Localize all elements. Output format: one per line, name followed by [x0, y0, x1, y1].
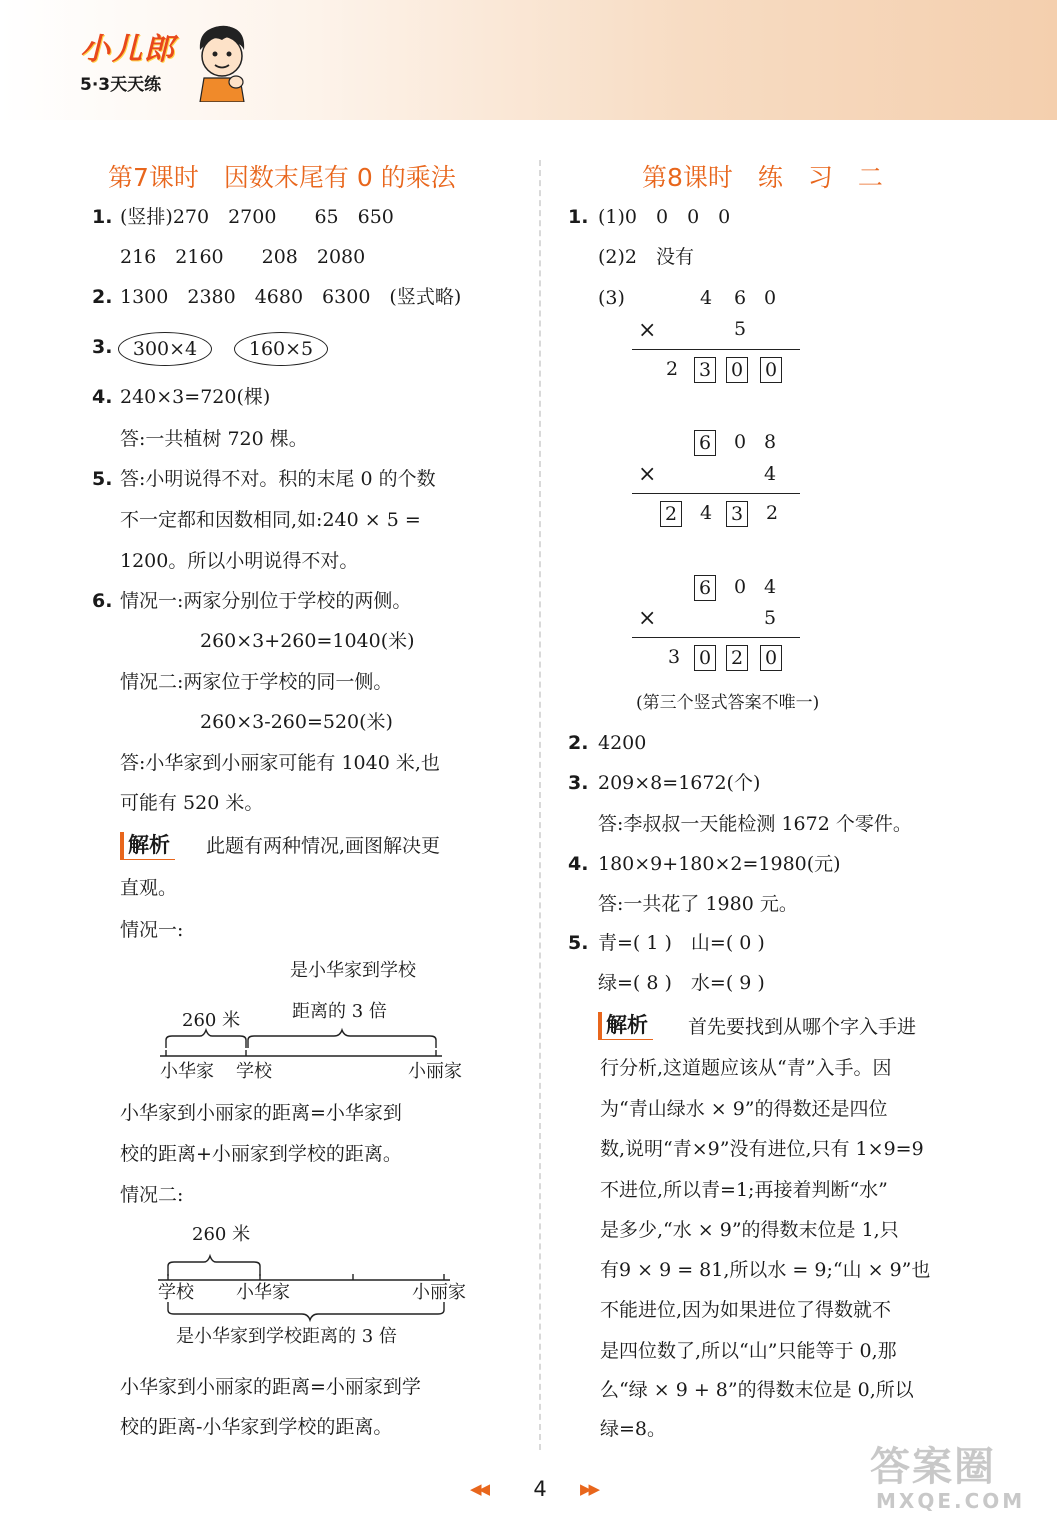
mascot-boy-icon [192, 20, 252, 102]
calc1-m1-d2: 6 [734, 287, 747, 309]
right-analysis-line7: 有9 × 9 = 81,所以水 = 9;“山 × 9”也 [600, 1259, 931, 1281]
left-analysis-line1: 此题有两种情况,画图解决更 [206, 835, 441, 857]
calc2-res-d4: 2 [766, 502, 779, 524]
q4-line1: 240×3=720(棵) [120, 386, 271, 408]
column-divider [539, 160, 541, 1450]
diagram1-label-xiaohua: 小华家 [160, 1061, 214, 1082]
r-q3-number: 3. [568, 772, 589, 794]
q5-number: 5. [92, 468, 113, 490]
q1-row2: 216 2160 208 2080 [120, 246, 366, 268]
right-analysis-line9: 是四位数了,所以“山”只能等于 0,那 [600, 1340, 897, 1362]
r-q3-line2: 答:李叔叔一天能检测 1672 个零件。 [598, 813, 912, 835]
calc2-m1-box1: 6 [694, 430, 716, 456]
left-analysis-line2: 直观。 [120, 877, 178, 899]
calc2-res-box3: 3 [726, 501, 748, 527]
calc3-res-box2: 0 [694, 645, 716, 671]
calc2-m1-d2: 0 [734, 431, 747, 453]
q5-line2: 不一定都和因数相同,如:240 × 5 = [120, 509, 421, 531]
q6-number: 6. [92, 590, 113, 612]
r-q5-line2: 绿=( 8 ) 水=( 9 ) [598, 972, 765, 994]
diagram1-top-label1: 是小华家到学校 [290, 960, 416, 981]
right-analysis-line3: 为“青山绿水 × 9”的得数还是四位 [600, 1098, 888, 1120]
q1-row1: (竖排)270 2700 65 650 [120, 206, 394, 228]
calc2-res-box1: 2 [660, 501, 682, 527]
calc2-times: × [638, 462, 657, 487]
logo-title: 小儿郎 [80, 32, 176, 67]
analysis-text1a: 小华家到小丽家的距离=小华家到 [120, 1102, 402, 1124]
diagram1-top-label2: 距离的 3 倍 [292, 1001, 387, 1022]
right-section-title: 第8课时 练 习 二 [642, 163, 883, 192]
diagram1-figure [150, 1008, 450, 1064]
calc2-m2: 4 [764, 463, 777, 485]
watermark-line1: 答案圈 [870, 1444, 996, 1490]
calc1-times: × [638, 318, 657, 343]
calc3-m1-d3: 4 [764, 576, 777, 598]
right-analysis-tag: 解析 [598, 1012, 653, 1040]
calc1-m1-d1: 4 [700, 287, 713, 309]
q2-text: 1300 2380 4680 6300 (竖式略) [120, 286, 462, 308]
r-q5-number: 5. [568, 932, 589, 954]
right-analysis-line1: 首先要找到从哪个字入手进 [688, 1016, 917, 1038]
r-q4-line2: 答:一共花了 1980 元。 [598, 893, 798, 915]
r-q1-number: 1. [568, 206, 589, 228]
q5-line1: 答:小明说得不对。积的末尾 0 的个数 [120, 468, 436, 490]
q2-number: 2. [92, 286, 113, 308]
watermark-line2: MXQE.COM [876, 1489, 1026, 1513]
diagram1-label-xiaoli: 小丽家 [408, 1061, 462, 1082]
r-q4-number: 4. [568, 853, 589, 875]
calc3-res-d1: 3 [668, 646, 681, 668]
calc1-res-box3: 0 [760, 357, 782, 383]
r-q1-note: (第三个竖式答案不唯一) [636, 693, 820, 713]
calc3-m2: 5 [764, 607, 777, 629]
q3-option-2: 160×5 [234, 332, 328, 366]
q3-number: 3. [92, 336, 113, 358]
calc3-res-box3: 2 [726, 645, 748, 671]
calc3-rule [632, 637, 800, 638]
case1-label: 情况一: [120, 919, 184, 941]
q5-line3: 1200。所以小明说得不对。 [120, 550, 359, 572]
prev-page-arrows-icon[interactable]: ◀◀ [470, 1480, 488, 1498]
calc1-m1-d3: 0 [764, 287, 777, 309]
r-q2-number: 2. [568, 732, 589, 754]
calc3-times: × [638, 606, 657, 631]
diagram2-top-label: 260 米 [192, 1224, 251, 1245]
diagram1-left-label: 260 米 [182, 1010, 241, 1031]
q6-line4: 260×3-260=520(米) [200, 711, 393, 733]
right-analysis-line10: 么“绿 × 9 + 8”的得数末位是 0,所以 [600, 1379, 914, 1401]
q1-number: 1. [92, 206, 113, 228]
right-analysis-line5: 不进位,所以青=1;再接着判断“水” [600, 1179, 888, 1201]
r-q1-part2: (2)2 没有 [598, 246, 695, 268]
right-analysis-line11: 绿=8。 [600, 1418, 667, 1440]
r-q1-part1: (1)0 0 0 0 [598, 206, 731, 228]
diagram2-label-xiaoli: 小丽家 [412, 1282, 466, 1303]
calc1-m2: 5 [734, 318, 747, 340]
q6-line3: 情况二:两家位于学校的同一侧。 [120, 671, 393, 693]
left-analysis-tag: 解析 [120, 832, 175, 860]
calc3-res-box4: 0 [760, 645, 782, 671]
q4-line2: 答:一共植树 720 棵。 [120, 428, 308, 450]
left-section-title: 第7课时 因数末尾有 0 的乘法 [108, 163, 456, 192]
analysis-text2b: 校的距离-小华家到学校的距离。 [120, 1416, 393, 1438]
q4-number: 4. [92, 386, 113, 408]
calc3-m1-box1: 6 [694, 575, 716, 601]
analysis-text1b: 校的距离+小丽家到学校的距离。 [120, 1143, 402, 1165]
calc1-res-box2: 0 [726, 357, 748, 383]
calc2-rule [632, 493, 800, 494]
logo [80, 24, 176, 95]
calc2-m1-d3: 8 [764, 431, 777, 453]
r-q5-line1: 青=( 1 ) 山=( 0 ) [598, 932, 765, 954]
q6-line6: 可能有 520 米。 [120, 792, 264, 814]
calc3-m1-d2: 0 [734, 576, 747, 598]
calc1-rule [632, 349, 800, 350]
calc1-res-box1: 3 [694, 357, 716, 383]
q3-option-1: 300×4 [118, 332, 212, 366]
q6-line1: 情况一:两家分别位于学校的两侧。 [120, 590, 412, 612]
diagram2-label-school: 学校 [158, 1282, 194, 1303]
q6-line2: 260×3+260=1040(米) [200, 630, 415, 652]
case2-label: 情况二: [120, 1184, 184, 1206]
r-q3-line1: 209×8=1672(个) [598, 772, 761, 794]
right-analysis-line4: 数,说明“青×9”没有进位,只有 1×9=9 [600, 1138, 924, 1160]
right-analysis-line8: 不能进位,因为如果进位了得数就不 [600, 1299, 892, 1321]
r-q2-text: 4200 [598, 732, 647, 754]
watermark [870, 1445, 1050, 1513]
diagram2-bottom-label: 是小华家到学校距离的 3 倍 [176, 1326, 397, 1347]
diagram1-label-school: 学校 [236, 1061, 272, 1082]
right-analysis-line6: 是多少,“水 × 9”的得数末位是 1,只 [600, 1219, 899, 1241]
analysis-text2a: 小华家到小丽家的距离=小丽家到学 [120, 1376, 421, 1398]
q6-line5: 答:小华家到小丽家可能有 1040 米,也 [120, 752, 440, 774]
next-page-arrows-icon[interactable]: ▶▶ [580, 1480, 598, 1498]
calc2-res-d2: 4 [700, 502, 713, 524]
calc1-res-d1: 2 [666, 358, 679, 380]
diagram2-label-xiaohua: 小华家 [236, 1282, 290, 1303]
r-q4-line1: 180×9+180×2=1980(元) [598, 853, 841, 875]
r-q1-part3: (3) [598, 287, 625, 309]
right-analysis-line2: 行分析,这道题应该从“青”入手。因 [600, 1057, 892, 1079]
logo-subtitle: 5·3天天练 [80, 75, 162, 95]
page-number: 4 [533, 1477, 547, 1501]
